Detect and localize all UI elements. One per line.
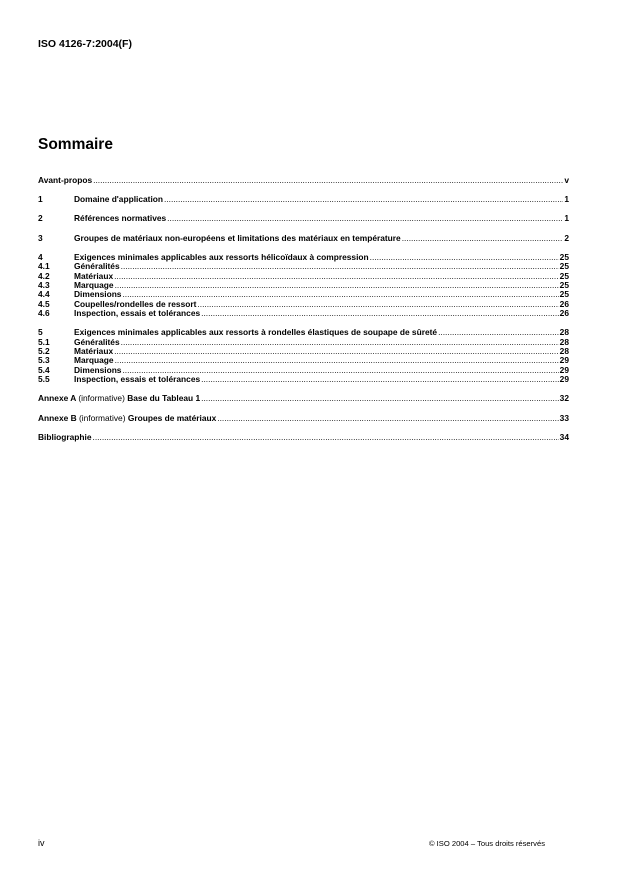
toc-page-number: 32 — [559, 393, 569, 404]
document-id: ISO 4126-7:2004(F) — [38, 38, 132, 50]
toc-annex-type: (informative) — [78, 412, 126, 423]
toc-entry-text: Dimensions — [74, 289, 122, 300]
toc-page-number: 1 — [564, 213, 569, 224]
toc-page-number: 25 — [559, 251, 569, 262]
toc-entry-number: 4.1 — [38, 261, 50, 272]
toc-leader-dots — [167, 214, 563, 223]
toc-entry-number: 5.2 — [38, 346, 50, 357]
toc-entry-number: 4.5 — [38, 298, 50, 309]
toc-leader-dots — [201, 309, 559, 318]
toc-entry-number: 5.4 — [38, 364, 50, 375]
toc-entry-number: 5.5 — [38, 374, 50, 385]
toc-page-number: 25 — [559, 279, 569, 290]
toc-leader-dots — [93, 433, 559, 442]
toc-entry-3[interactable] — [38, 234, 569, 243]
page-title: Sommaire — [38, 136, 113, 153]
toc-leader-dots — [197, 300, 558, 309]
toc-leader-dots — [114, 272, 559, 281]
toc-entry-number: 3 — [38, 232, 43, 243]
toc-page-number: 25 — [559, 270, 569, 281]
toc-page-number: 26 — [559, 298, 569, 309]
toc-entry-5-5[interactable] — [38, 375, 569, 384]
table-of-contents — [38, 176, 569, 442]
toc-entry-text: Domaine d'application — [74, 194, 164, 205]
toc-entry-number: 4.6 — [38, 308, 50, 319]
toc-entry-text: Coupelles/rondelles de ressort — [74, 298, 197, 309]
toc-entry-4-2[interactable] — [38, 272, 569, 281]
toc-annex-label: Annexe A — [38, 393, 77, 404]
toc-page-number: 29 — [559, 364, 569, 375]
toc-entry-text: Avant-propos — [38, 175, 93, 185]
copyright-notice: © ISO 2004 – Tous droits réservés — [428, 839, 545, 848]
toc-entry-number: 5.3 — [38, 355, 50, 366]
toc-entry-text: Marquage — [74, 355, 114, 366]
toc-entry-text: Inspection, essais et tolérances — [74, 308, 201, 319]
toc-page-number: v — [564, 175, 569, 185]
toc-entry-text: Inspection, essais et tolérances — [74, 374, 201, 385]
toc-leader-dots — [402, 234, 564, 243]
toc-entry-avant-propos[interactable] — [38, 176, 569, 185]
toc-entry-text: Bibliographie — [38, 431, 92, 442]
toc-leader-dots — [201, 375, 559, 384]
toc-entry-text: Références normatives — [74, 213, 167, 224]
toc-entry-text: Marquage — [74, 279, 114, 290]
page-number: iv — [38, 838, 45, 848]
toc-entry-text: Base du Tableau 1 — [127, 393, 201, 404]
toc-page-number: 25 — [559, 261, 569, 272]
toc-leader-dots — [201, 394, 559, 403]
toc-entry-number: 5 — [38, 327, 43, 338]
toc-leader-dots — [121, 338, 559, 347]
toc-entry-text: Dimensions — [74, 364, 122, 375]
toc-leader-dots — [121, 262, 559, 271]
toc-entry-number: 4.3 — [38, 279, 50, 290]
toc-leader-dots — [93, 176, 563, 185]
toc-entry-5-1[interactable] — [38, 338, 569, 347]
toc-entry-number: 5.1 — [38, 336, 50, 347]
toc-entry-1[interactable] — [38, 195, 569, 204]
toc-leader-dots — [114, 347, 559, 356]
toc-entry-text: Groupes de matériaux non-européens et limitations des matériaux en température — [74, 232, 401, 243]
toc-page-number: 2 — [564, 232, 569, 243]
toc-entry-4-1[interactable] — [38, 262, 569, 271]
toc-entry-5-2[interactable] — [38, 347, 569, 356]
toc-leader-dots — [164, 195, 563, 204]
toc-leader-dots — [370, 253, 559, 262]
toc-page-number: 28 — [559, 336, 569, 347]
toc-entry-text: Matériaux — [74, 346, 114, 357]
toc-page-number: 1 — [564, 194, 569, 205]
toc-leader-dots — [217, 414, 558, 423]
toc-page-number: 28 — [559, 346, 569, 357]
toc-entry-text: Généralités — [74, 261, 120, 272]
toc-entry-annexe-b[interactable] — [38, 414, 569, 423]
toc-entry-number: 4 — [38, 251, 43, 262]
toc-page-number: 28 — [559, 327, 569, 338]
toc-annex-type: (informative) — [78, 393, 125, 404]
toc-entry-text: Exigences minimales applicables aux ressorts hélicoïdaux à compression — [74, 251, 369, 262]
toc-entry-4-6[interactable] — [38, 309, 569, 318]
toc-page-number: 34 — [559, 431, 569, 442]
toc-page-number: 29 — [559, 374, 569, 385]
toc-entry-annexe-a[interactable] — [38, 394, 569, 403]
toc-entry-text: Généralités — [74, 336, 120, 347]
toc-entry-text: Exigences minimales applicables aux ressorts à rondelles élastiques de soupape de sûreté — [74, 327, 438, 338]
toc-page-number: 25 — [559, 289, 569, 300]
toc-entry-bibliographie[interactable] — [38, 433, 569, 442]
toc-entry-number: 2 — [38, 213, 43, 224]
toc-leader-dots — [115, 281, 559, 290]
toc-entry-2[interactable] — [38, 214, 569, 223]
toc-page-number: 26 — [559, 308, 569, 319]
toc-annex-label: Annexe B — [38, 412, 77, 423]
toc-entry-text: Matériaux — [74, 270, 114, 281]
toc-leader-dots — [115, 356, 559, 365]
toc-entry-number: 4.2 — [38, 270, 50, 281]
toc-leader-dots — [438, 328, 559, 337]
toc-entry-number: 4.4 — [38, 289, 50, 300]
toc-page-number: 29 — [559, 355, 569, 366]
toc-page-number: 33 — [559, 412, 569, 423]
toc-entry-text: Groupes de matériaux — [127, 412, 217, 423]
toc-entry-number: 1 — [38, 194, 43, 205]
